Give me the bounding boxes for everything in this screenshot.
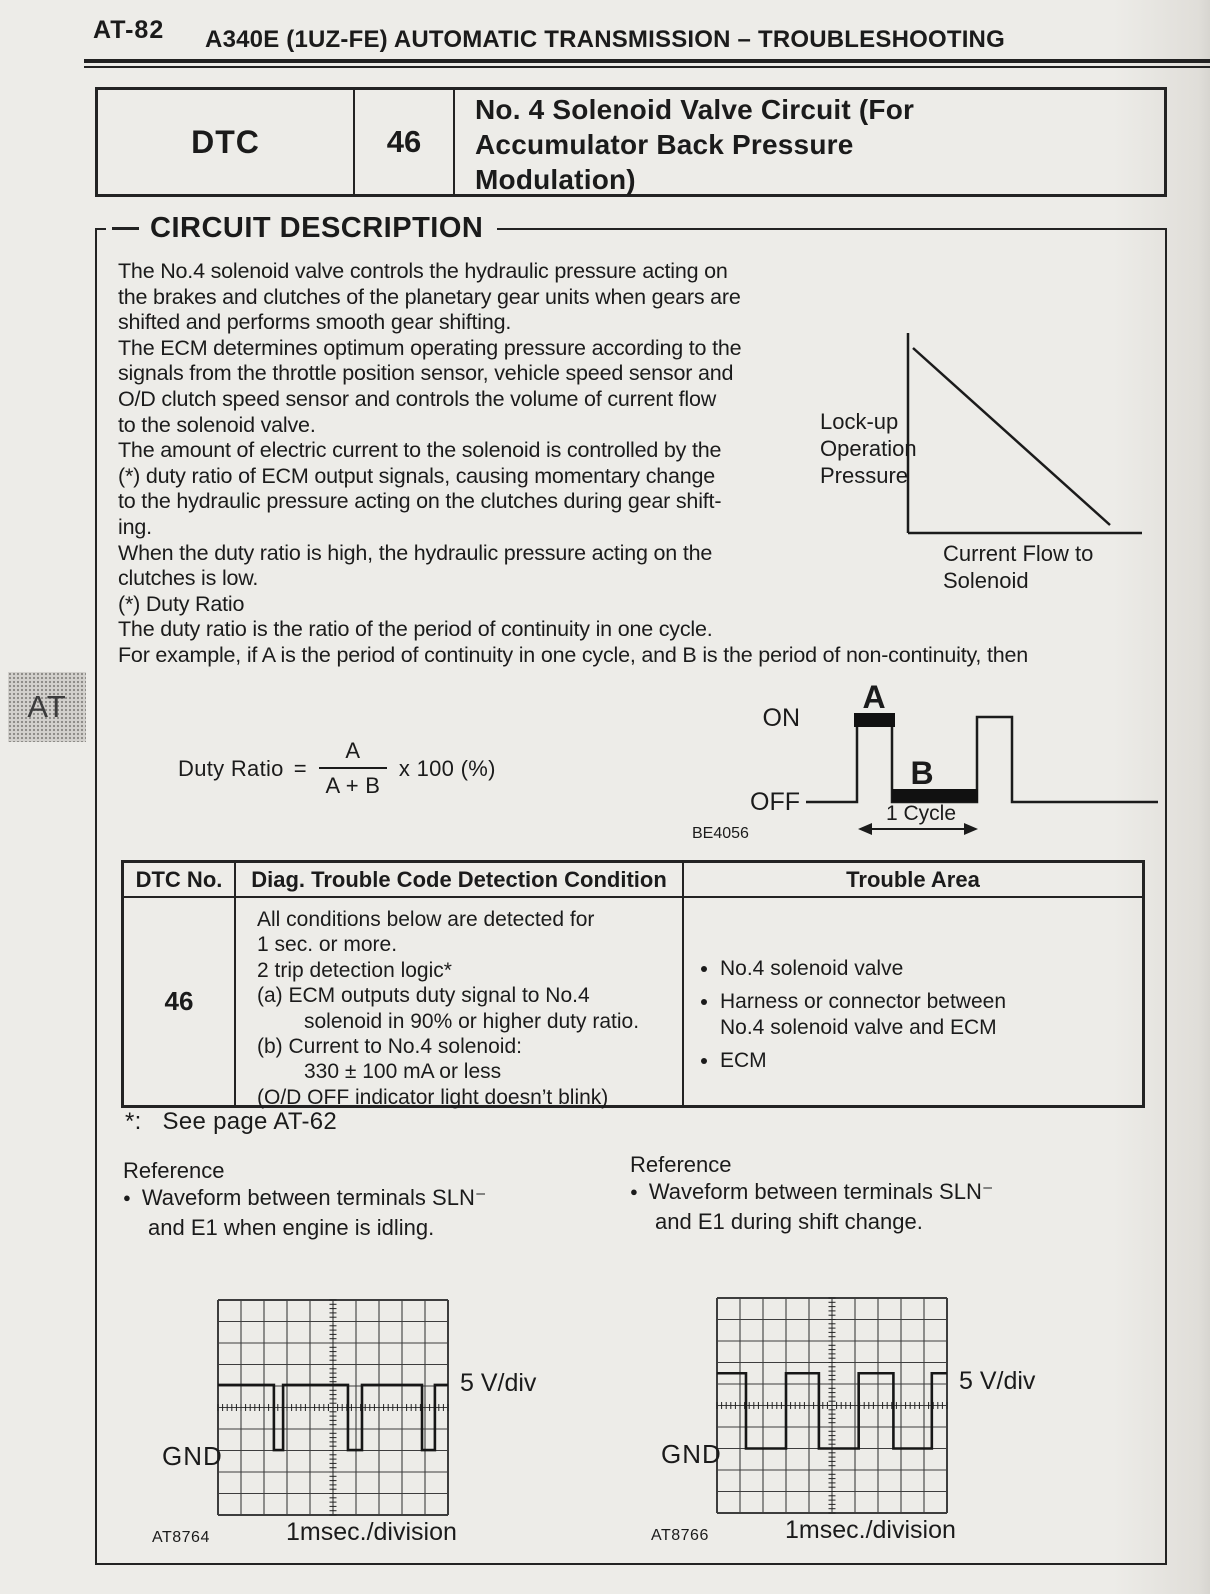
- graph-y-label-line: Pressure: [820, 463, 909, 488]
- period-a-bar: [854, 713, 895, 727]
- section-tab-at: AT: [8, 672, 86, 742]
- circuit-description-heading: CIRCUIT DESCRIPTION: [106, 206, 497, 250]
- time-per-div-label: 1msec./division: [785, 1516, 956, 1544]
- body-line: The duty ratio is the ratio of the period of continuity in one cycle.: [118, 617, 713, 642]
- cell-dtc-no: 46: [124, 898, 236, 1105]
- reference-bullet-line: and E1 during shift change.: [655, 1209, 923, 1234]
- dtc-title-line: Modulation): [475, 164, 636, 195]
- condition-line: (a) ECM outputs duty signal to No.4: [257, 984, 590, 1008]
- body-line: For example, if A is the period of continuity in one cycle, and B is the period of non-continuity, then: [118, 642, 1029, 667]
- dtc-circuit-title: [455, 90, 1164, 194]
- table-row: [124, 898, 1142, 1109]
- col-header-dtc-no: DTC No.: [124, 863, 236, 896]
- graph-y-label-line: Lock-up: [820, 409, 899, 434]
- reference-heading: Reference: [123, 1158, 225, 1183]
- graph-y-label-line: Operation: [820, 436, 917, 461]
- col-header-trouble-area: Trouble Area: [846, 866, 980, 892]
- reference-bullet-line: ● Waveform between terminals SLN⁻: [123, 1184, 593, 1214]
- condition-line: 1 sec. or more.: [257, 933, 398, 957]
- condition-line: 2 trip detection logic*: [257, 958, 452, 982]
- oscilloscope-shift-change: [647, 1283, 1077, 1568]
- oscilloscope-idling: [148, 1285, 578, 1570]
- header-rule-thin: [84, 66, 1210, 68]
- volts-per-div-label: 5 V/div: [460, 1369, 537, 1397]
- arrowhead-right: [964, 823, 978, 835]
- condition-line: 330 ± 100 mA or less: [304, 1060, 502, 1084]
- trouble-area-list: [698, 956, 1142, 1074]
- condition-line: (b) Current to No.4 solenoid:: [257, 1035, 522, 1059]
- legend-dash: [112, 227, 139, 230]
- reference-bullet-line: and E1 when engine is idling.: [148, 1215, 435, 1240]
- condition-line: All conditions below are detected for: [257, 908, 595, 931]
- condition-line: solenoid in 90% or higher duty ratio.: [304, 1009, 640, 1033]
- trouble-area-item: • No.4 solenoid valve: [720, 956, 1050, 982]
- dtc-detection-table: [121, 860, 1145, 1108]
- arrowhead-left: [858, 823, 872, 835]
- formula-fraction: [319, 738, 387, 799]
- trouble-area-item: • Harness or connector between No.4 solenoid valve and ECM: [720, 989, 1050, 1041]
- volts-per-div-label: 5 V/div: [959, 1367, 1036, 1395]
- header-rule-thick: [84, 59, 1210, 63]
- one-cycle-label: 1 Cycle: [885, 802, 957, 825]
- figure-code: AT8766: [651, 1527, 709, 1544]
- figure-code: BE4056: [692, 825, 749, 842]
- on-label: ON: [762, 704, 800, 732]
- trouble-area-item: • ECM: [720, 1048, 1050, 1074]
- body-line: signals from the throttle position sensor, vehicle speed sensor and: [118, 361, 734, 386]
- oscilloscope-grid: [647, 1283, 1077, 1528]
- off-label: OFF: [750, 788, 800, 816]
- formula-lhs: Duty Ratio: [178, 755, 284, 781]
- formula-numerator: A: [345, 738, 361, 763]
- dtc-code: 46: [355, 90, 455, 194]
- dtc-title-line: No. 4 Solenoid Valve Circuit (For: [475, 94, 915, 125]
- period-b-label: B: [910, 755, 934, 791]
- cell-detection-condition: [236, 898, 684, 1109]
- gnd-label: GND: [661, 1439, 722, 1469]
- duty-pulse-waveform: [806, 717, 1158, 802]
- dtc-title-box: [95, 87, 1167, 197]
- oscilloscope-grid: [148, 1285, 578, 1530]
- page-number: AT-82: [93, 16, 165, 44]
- time-per-div-label: 1msec./division: [286, 1518, 457, 1546]
- cell-trouble-area: [684, 898, 1142, 1105]
- graph-x-label-line: Solenoid: [943, 568, 1029, 590]
- formula-multiplier: x 100 (%): [398, 755, 496, 781]
- reference-shift-change: [630, 1151, 1100, 1235]
- dtc-title-line: Accumulator Back Pressure: [475, 129, 854, 160]
- body-line: (*) duty ratio of ECM output signals, causing momentary change: [118, 463, 716, 488]
- figure-code: AT8764: [152, 1529, 210, 1546]
- table-header-row: [124, 863, 1142, 898]
- body-line: O/D clutch speed sensor and controls the volume of current flow: [118, 386, 717, 411]
- body-line: shifted and performs smooth gear shifting.: [118, 310, 512, 335]
- body-line: clutches is low.: [118, 566, 259, 591]
- body-line: The amount of electric current to the solenoid is controlled by the: [118, 438, 722, 463]
- graph-descending-line: [913, 348, 1110, 525]
- body-line: to the solenoid valve.: [118, 412, 316, 437]
- period-b-bar: [892, 789, 978, 802]
- period-a-label: A: [862, 679, 886, 715]
- reference-bullet-line: ● Waveform between terminals SLN⁻: [630, 1178, 1100, 1208]
- reference-idling: [123, 1157, 593, 1241]
- col-header-detection-condition: Diag. Trouble Code Detection Condition: [236, 863, 684, 896]
- duty-ratio-formula: [178, 738, 496, 799]
- formula-equals: =: [293, 755, 307, 781]
- body-line: to the hydraulic pressure acting on the clutches during gear shift-: [118, 489, 722, 514]
- body-line: When the duty ratio is high, the hydraulic pressure acting on the: [118, 540, 713, 565]
- page-header-title: A340E (1UZ-FE) AUTOMATIC TRANSMISSION – TROUBLESHOOTING: [205, 26, 1005, 53]
- body-line: The No.4 solenoid valve controls the hydraulic pressure acting on: [118, 259, 728, 283]
- table-footnote: *: See page AT-62: [125, 1108, 338, 1135]
- body-line: (*) Duty Ratio: [118, 591, 245, 616]
- formula-denominator: A + B: [325, 773, 381, 798]
- body-line: ing.: [118, 514, 152, 539]
- reference-heading: Reference: [630, 1152, 732, 1177]
- body-line: the brakes and clutches of the planetary gear units when gears are: [118, 284, 741, 309]
- condition-line: (O/D OFF indicator light doesn’t blink): [257, 1085, 609, 1109]
- graph-x-label-line: Current Flow to: [943, 541, 1094, 566]
- pressure-vs-current-graph: [808, 328, 1168, 590]
- gnd-label: GND: [162, 1441, 223, 1471]
- body-line: The ECM determines optimum operating pressure according to the: [118, 335, 742, 360]
- dtc-label: DTC: [98, 90, 355, 194]
- duty-cycle-diagram: [688, 672, 1163, 847]
